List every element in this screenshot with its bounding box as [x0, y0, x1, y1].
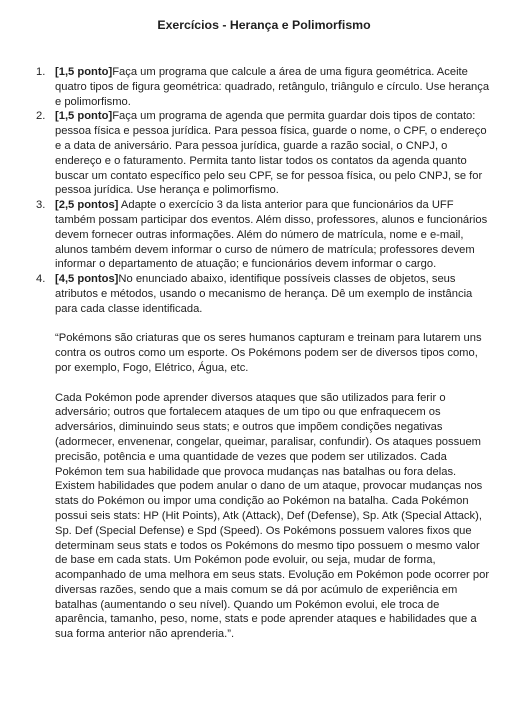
exercise-number: 4.	[36, 273, 46, 286]
exercise-text: Adapte o exercício 3 da lista anterior para que funcionários da UFF também possam participar dos eventos. Além disso, professores, alunos e funcionários devem fornecer outras informações. Além do número de matrícula, nome e e-mail, alunos também devem informar o curso de número de matrícula; professores devem informar o departamento de atuação; e funcionários devem informar o cargo.	[55, 199, 488, 271]
exercise-text: Faça um programa de agenda que permita guardar dois tipos de contato: pessoa física e pessoa jurídica. Para pessoa física, guarde o nome, o CPF, o endereço e a data de aniversário. Para pessoa jurídica, guarde a razão social, o CNPJ, o endereço e o faturamento. Permita tanto listar todos os contatos da agenda quanto buscar um contato específico pelo seu CPF, se for pessoa física, ou pelo CNPJ, se for pessoa jurídica. Use herança e polimorfismo.	[55, 110, 487, 197]
exercise-list	[36, 65, 492, 317]
exercise-points: [2,5 pontos]	[55, 199, 119, 212]
page-title: Exercícios - Herança e Polimorfismo	[157, 18, 371, 32]
exercise-points: [1,5 ponto]	[55, 110, 113, 123]
exercise-item-2	[36, 109, 492, 198]
exercise-points: [4,5 pontos]	[55, 273, 119, 286]
exercise-item-4	[36, 272, 492, 316]
exercise-points: [1,5 ponto]	[55, 66, 113, 78]
exercise-item-1	[36, 65, 492, 109]
pokemon-statement	[36, 331, 492, 642]
exercise-number: 3.	[36, 199, 46, 212]
exercise-number: 2.	[36, 110, 46, 123]
quote-paragraph: “Pokémons são criaturas que os seres humanos capturam e treinam para lutarem uns contra os outros como um esporte. Os Pokémons podem ser de diversos tipos como, por exemplo, Fogo, Elétrico, Água, etc.	[55, 332, 482, 374]
exercise-text: No enunciado abaixo, identifique possíveis classes de objetos, seus atributos e métodos, usando o mecanismo de herança. Dê um exemplo de instância para cada classe identificada.	[55, 273, 473, 315]
quote-paragraph: Cada Pokémon pode aprender diversos ataques que são utilizados para ferir o adversário; outros que fortalecem ataques de um tipo ou que enfraquecem os adversários, diminuindo seus stats; e outros que impõem condições negativas (adormecer, envenenar, congelar, queimar, paralisar, confundir). Os ataques possuem precisão, potência e uma quantidade de vezes que podem ser utilizados. Cada Pokémon tem sua habilidade que provoca mudanças nas batalhas ou fora delas. Existem habilidades que podem anular o dano de um ataque, provocar mudanças nos stats do Pokémon ou impor uma condição ao Pokémon na batalha. Cada Pokémon possui seis stats: HP (Hit Points), Atk (Attack), Def (Defense), Sp. Atk (Special Attack), Sp. Def (Special Defense) e Spd (Speed). Os Pokémons possuem valores fixos que determinam seus stats e todos os Pokémons do mesmo tipo possuem o mesmo valor de base em cada stats. Um Pokémon pode evoluir, ou seja, mudar de forma, acompanhado de uma melhora em seus stats. Evolução em Pokémon pode ocorrer por diversas razões, sendo que a mais comum se dá por acúmulo de experiência em batalhas (aumentando o seu nível). Quando um Pokémon evolui, ele troca de aparência, tamanho, peso, nome, stats e pode aprender ataques e habilidades que a sua forma anterior não aprenderia.”.	[55, 391, 490, 641]
exercise-text: Faça um programa que calcule a área de uma figura geométrica. Aceite quatro tipos de figura geométrica: quadrado, retângulo, triângulo e círculo. Use herança e polimorfismo.	[55, 66, 490, 108]
exercise-number: 1.	[36, 66, 46, 78]
exercise-item-3	[36, 198, 492, 272]
